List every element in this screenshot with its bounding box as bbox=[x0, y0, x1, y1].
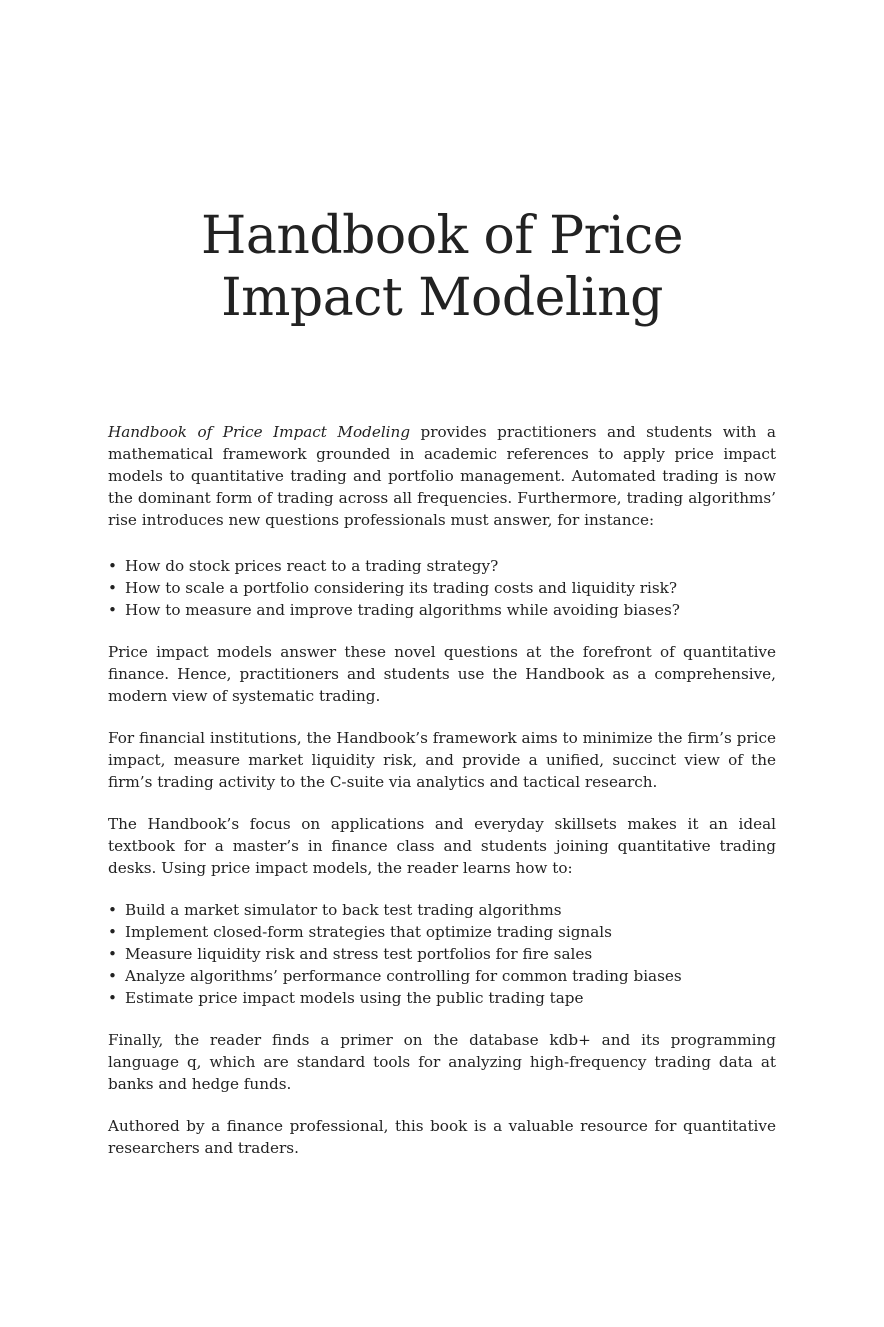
book-title-line-1: Handbook of Price bbox=[200, 206, 684, 266]
paragraph-price-impact-models: Price impact models answer these novel questions at the forefront of quantitative finance. Hence, practitioners and students use the Handbook as a comprehensive, modern view of systematic trading. bbox=[108, 643, 776, 705]
bullet-icon: • bbox=[108, 901, 117, 919]
book-title bbox=[0, 205, 884, 329]
list-item bbox=[108, 943, 776, 965]
list-item-text: How do stock prices react to a trading strategy? bbox=[125, 557, 499, 575]
list-item-text: Measure liquidity risk and stress test portfolios for fire sales bbox=[125, 945, 593, 963]
list-item bbox=[108, 577, 776, 599]
bullet-icon: • bbox=[108, 579, 117, 597]
list-item-text: Implement closed-form strategies that optimize trading signals bbox=[125, 923, 612, 941]
list-item bbox=[108, 899, 776, 921]
list-item bbox=[108, 987, 776, 1009]
book-title-line-2: Impact Modeling bbox=[221, 268, 663, 328]
bullet-icon: • bbox=[108, 923, 117, 941]
list-item-text: How to scale a portfolio considering its trading costs and liquidity risk? bbox=[125, 579, 678, 597]
list-item-text: Estimate price impact models using the public trading tape bbox=[125, 989, 584, 1007]
intro-text: provides practitioners and students with a mathematical framework grounded in academic references to apply price impact models to quantitative trading and portfolio management. Automated trading is now the dominant form of trading across all frequencies. Furthermore, trading algorithms’ rise introduces new questions professionals must answer, for instance: bbox=[108, 423, 776, 529]
list-item-text: Build a market simulator to back test trading algorithms bbox=[125, 901, 562, 919]
bullet-icon: • bbox=[108, 989, 117, 1007]
list-item bbox=[108, 555, 776, 577]
bullet-icon: • bbox=[108, 557, 117, 575]
bullet-icon: • bbox=[108, 967, 117, 985]
list-item-text: Analyze algorithms’ performance controlling for common trading biases bbox=[125, 967, 682, 985]
questions-list bbox=[108, 555, 776, 621]
list-item bbox=[108, 599, 776, 621]
paragraph-financial-institutions: For financial institutions, the Handbook’s framework aims to minimize the firm’s price impact, measure market liquidity risk, and provide a unified, succinct view of the firm’s trading activity to the C-suite via analytics and tactical research. bbox=[108, 729, 776, 791]
book-description bbox=[108, 421, 776, 1179]
list-item-text: How to measure and improve trading algorithms while avoiding biases? bbox=[125, 601, 680, 619]
intro-book-title: Handbook of Price Impact Modeling bbox=[108, 423, 411, 441]
paragraph-applications: The Handbook’s focus on applications and everyday skillsets makes it an ideal textbook for a master’s in finance class and students joining quantitative trading desks. Using price impact models, the reader learns how to: bbox=[108, 815, 776, 877]
paragraph-kdb-primer: Finally, the reader finds a primer on the database kdb+ and its programming language q, which are standard tools for analyzing high-frequency trading data at banks and hedge funds. bbox=[108, 1031, 776, 1093]
list-item bbox=[108, 921, 776, 943]
list-item bbox=[108, 965, 776, 987]
skills-list bbox=[108, 899, 776, 1009]
intro-paragraph bbox=[108, 421, 776, 531]
bullet-icon: • bbox=[108, 601, 117, 619]
paragraph-author: Authored by a finance professional, this book is a valuable resource for quantitative researchers and traders. bbox=[108, 1117, 776, 1157]
bullet-icon: • bbox=[108, 945, 117, 963]
